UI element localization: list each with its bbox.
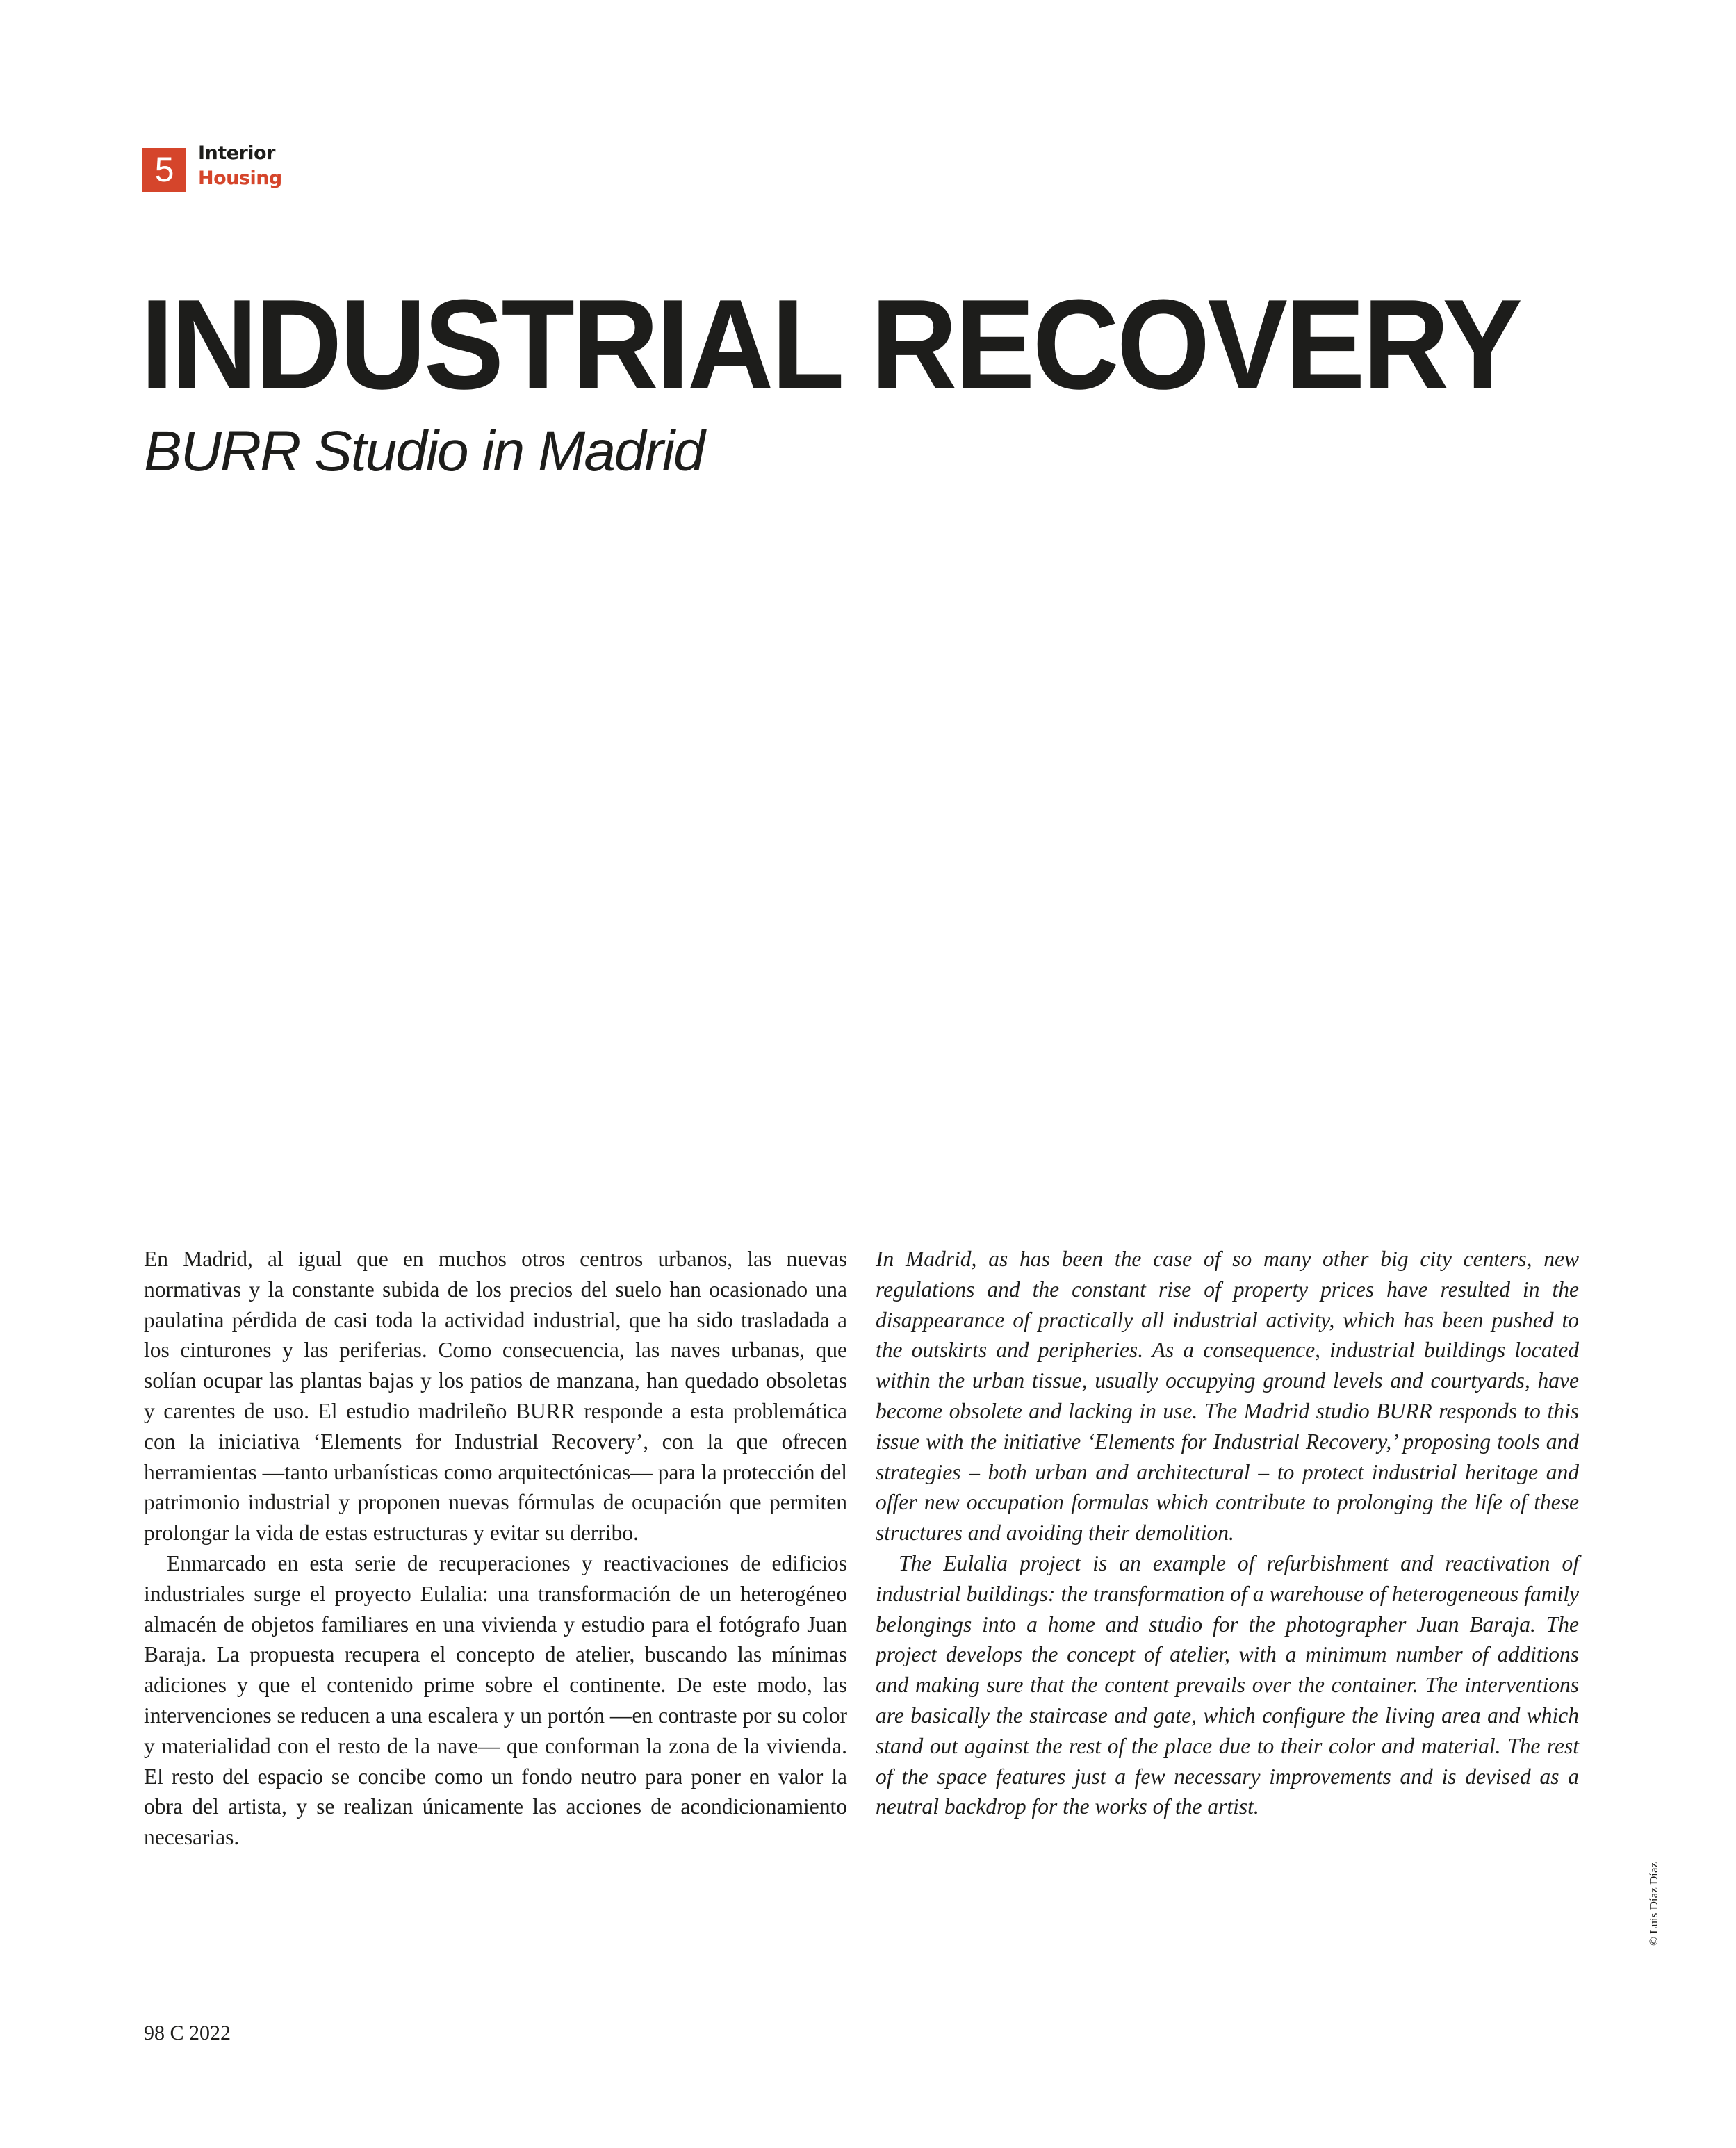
section-category: Interior bbox=[198, 142, 275, 164]
section-number-badge: 5 bbox=[142, 148, 186, 192]
section-subcategory: Housing bbox=[198, 167, 282, 189]
body-paragraph: En Madrid, al igual que en muchos otros centros urbanos, las nuevas normativas y la constante subida de los precios del suelo han ocasionado una paulatina pérdida de casi toda la actividad industrial, que ha sido trasladada a los cinturones y las periferias. Como consecuencia, las naves urbanas, que solían ocupar las plantas bajas y los patios de manzana, han quedado obsoletas y carentes de uso. El estudio madrileño BURR responde a esta problemática con la iniciativa ‘Elements for Industrial Recovery’, con la que ofrecen herramientas —tanto urbanísticas como arquitectónicas— para la protección del patrimonio industrial y proponen nuevas fórmulas de ocupación que permiten prolongar la vida de estas estructuras y evitar su derribo. bbox=[144, 1247, 847, 1546]
page-folio: 98 C 2022 bbox=[144, 2022, 231, 2044]
body-column-spanish bbox=[144, 1244, 847, 1853]
body-column-english bbox=[876, 1244, 1579, 1822]
article-subtitle: BURR Studio in Madrid bbox=[144, 420, 704, 483]
body-paragraph: The Eulalia project is an example of refurbishment and reactivation of industrial buildings: the transformation of a warehouse of heterogeneous family belongings into a home and studio for the photographer Juan Baraja. The project develops the concept of atelier, with a minimum number of additions and making sure that the content prevails over the container. The interventions are basically the staircase and gate, which configure the living area and which stand out against the rest of the place due to their color and material. The rest of the space features just a few necessary improvements and is devised as a neutral backdrop for the works of the artist. bbox=[876, 1550, 1579, 1819]
photo-credit: © Luis Díaz Díaz bbox=[1647, 1862, 1660, 1946]
body-paragraph: In Madrid, as has been the case of so many other big city centers, new regulations and the constant rise of property prices have resulted in the disappearance of practically all industrial activity, which has been pushed to the outskirts and peripheries. As a consequence, industrial buildings located within the urban tissue, usually occupying ground levels and courtyards, have become obsolete and lacking in use. The Madrid studio BURR responds to this issue with the initiative ‘Elements for Industrial Recovery,’ proposing tools and strategies – both urban and architectural – to protect industrial heritage and offer new occupation formulas which contribute to prolonging the life of these structures and avoiding their demolition. bbox=[876, 1247, 1579, 1546]
body-paragraph: Enmarcado en esta serie de recuperaciones y reactivaciones de edificios industriales surge el proyecto Eulalia: una transformación de un heterogéneo almacén de objetos familiares en una vivienda y estudio para el fotógrafo Juan Baraja. La propuesta recupera el concepto de atelier, buscando las mínimas adiciones y que el contenido prime sobre el continente. De este modo, las intervenciones se reducen a una escalera y un portón —en contraste por su color y materialidad con el resto de la nave— que conforman la zona de la vivienda. El resto del espacio se concibe como un fondo neutro para poner en valor la obra del artista, y se realizan únicamente las acciones de acondicionamiento necesarias. bbox=[144, 1550, 847, 1850]
article-title: INDUSTRIAL RECOVERY bbox=[140, 272, 1521, 416]
